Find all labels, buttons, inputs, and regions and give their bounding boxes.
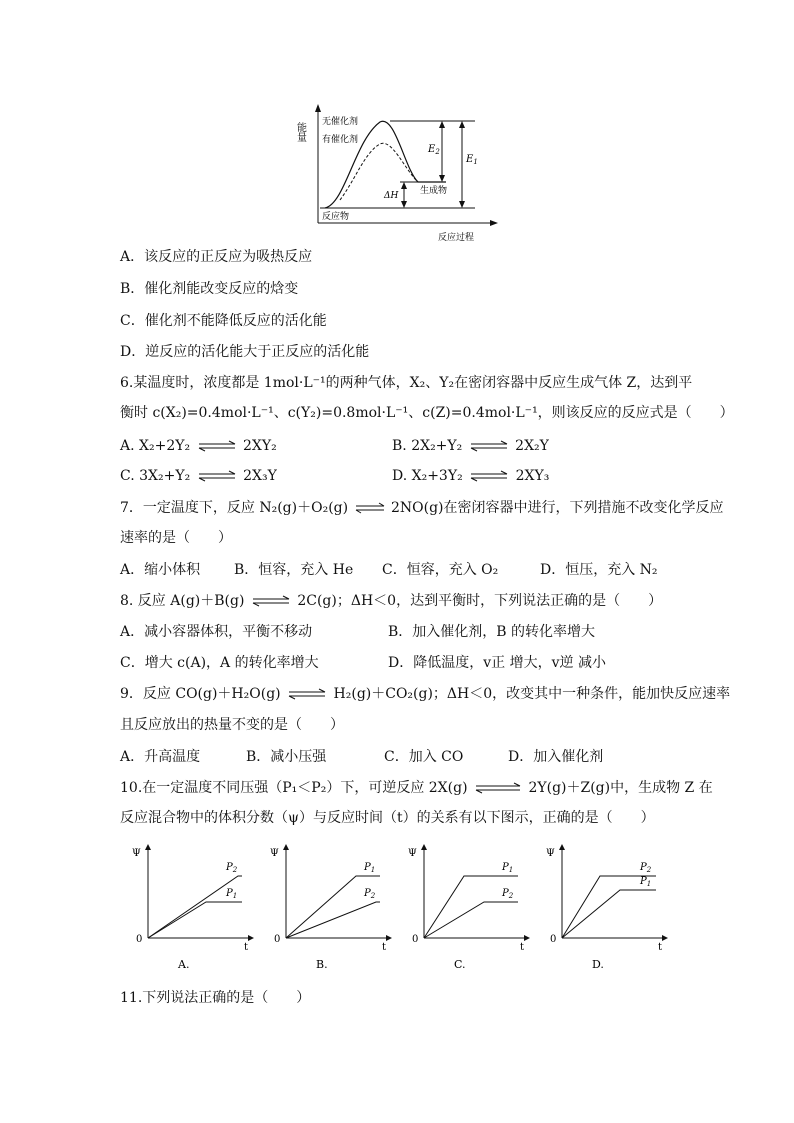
- q9-option-b: B．减小压强: [246, 749, 327, 765]
- graph-y-arrow: [145, 844, 151, 850]
- q11-stem: 11.下列说法正确的是（ ）: [120, 990, 311, 1006]
- graph-y-label: Ψ: [546, 848, 555, 859]
- q8-stem: 8. 反应 A(g)＋B(g) 2C(g)；ΔH＜0，达到平衡时，下列说法正确的是（ ）: [120, 593, 663, 609]
- q9-stem-line1: 9．反应 CO(g)＋H₂O(g) H₂(g)＋CO₂(g)；ΔH＜0，改变其中一种条件，能加快反应速率: [120, 686, 731, 702]
- reactants-label: 反应物: [322, 212, 350, 222]
- graph-origin-label: 0: [550, 934, 557, 945]
- q6-option-d: D. X₂+3Y₂ 2XY₃: [392, 468, 550, 484]
- graph-origin-label: 0: [136, 934, 143, 945]
- equilibrium-arrow-icon: [472, 782, 524, 794]
- q7-option-b: B．恒容，充入 He: [234, 562, 354, 578]
- q10-graph-d: [546, 844, 668, 971]
- graph-y-label: Ψ: [408, 848, 417, 859]
- graph-x-label: t: [382, 942, 387, 953]
- q6-option-c: C. 3X₂+Y₂ 2X₃Y: [120, 468, 277, 484]
- q5-option-b: B．催化剂能改变反应的焓变: [120, 281, 299, 297]
- q6-option-a: A. X₂+2Y₂ 2XY₂: [120, 438, 277, 454]
- graph-curve-slow: [562, 890, 656, 938]
- graph-x-arrow: [662, 935, 668, 941]
- graph-y-label: Ψ: [132, 848, 141, 859]
- y-axis-label: 能量: [294, 122, 306, 142]
- graph-curve-fast: [148, 902, 242, 938]
- graph-label-upper: $P_2$: [640, 862, 652, 874]
- q8-option-a: A．减小容器体积，平衡不移动: [120, 624, 313, 640]
- graph-caption: A.: [178, 958, 190, 971]
- graph-label-lower: $P_2$: [364, 888, 376, 900]
- graph-label-upper: $P_1$: [502, 862, 514, 874]
- q7-stem-line1: 7．一定温度下，反应 N₂(g)＋O₂(g) 2NO(g)在密闭容器中进行，下列措施不改变化学反应: [120, 500, 724, 516]
- graph-x-arrow: [524, 935, 530, 941]
- equilibrium-arrow-icon: [249, 595, 293, 607]
- equilibrium-arrow-icon: [467, 470, 511, 482]
- equilibrium-arrow-icon: [353, 502, 387, 514]
- x-axis-arrow: [490, 220, 498, 226]
- catalyzed-curve: [340, 143, 418, 200]
- graph-x-label: t: [520, 942, 525, 953]
- products-label: 生成物: [420, 186, 448, 196]
- q5-option-d: D．逆反应的活化能大于正反应的活化能: [120, 344, 370, 360]
- q6-stem-line1: 6.某温度时，浓度都是 1mol·L⁻¹的两种气体，X₂、Y₂在密闭容器中反应生成气体 Z，达到平: [120, 375, 693, 391]
- graph-x-arrow: [248, 935, 254, 941]
- graph-curve-fast: [286, 876, 380, 938]
- graph-origin-label: 0: [274, 934, 281, 945]
- q9-option-c: C．加入 CO: [384, 749, 464, 765]
- q10-stem-line1: 10.在一定温度不同压强（P₁＜P₂）下，可逆反应 2X(g) 2Y(g)＋Z(g)中，生成物 Z 在: [120, 780, 713, 796]
- energy-profile-figure: [294, 100, 500, 245]
- q6-option-b: B. 2X₂+Y₂ 2X₂Y: [392, 438, 549, 454]
- equilibrium-arrow-icon: [195, 440, 239, 452]
- graph-label-lower: $P_1$: [226, 888, 238, 900]
- q7-option-a: A．缩小体积: [120, 562, 201, 578]
- q7-option-c: C．恒容，充入 O₂: [382, 562, 499, 578]
- graph-label-upper: $P_1$: [364, 862, 376, 874]
- q10-graphs: [120, 840, 680, 980]
- graph-x-arrow: [386, 935, 392, 941]
- y-axis-arrow: [315, 104, 321, 112]
- q6-stem-line2: 衡时 c(X₂)=0.4mol·L⁻¹、c(Y₂)=0.8mol·L⁻¹、c(Z)=0.4mol·L⁻¹，则该反应的反应式是（ ）: [120, 405, 734, 421]
- q10-graph-a: [132, 844, 254, 971]
- graph-y-arrow: [283, 844, 289, 850]
- equilibrium-arrow-icon: [285, 688, 329, 700]
- graph-curve-slow: [286, 902, 380, 938]
- graph-curve-slow: [148, 876, 242, 938]
- graph-label-lower: $P_2$: [502, 888, 514, 900]
- x-axis-label: 反应过程: [438, 233, 475, 243]
- graph-caption: D.: [592, 958, 604, 971]
- graph-curve-slow: [424, 902, 518, 938]
- graph-origin-label: 0: [412, 934, 419, 945]
- q8-option-d: D．降低温度，v正 增大，v逆 减小: [388, 655, 606, 671]
- q9-stem-line2: 且反应放出的热量不变的是（ ）: [120, 717, 344, 733]
- q5-option-a: A．该反应的正反应为吸热反应: [120, 249, 313, 265]
- equilibrium-arrow-icon: [195, 470, 239, 482]
- e1-label: $E_1$: [466, 154, 478, 166]
- q9-option-d: D．加入催化剂: [508, 749, 604, 765]
- q7-stem-line2: 速率的是（ ）: [120, 530, 232, 546]
- uncatalyzed-label: 无催化剂: [322, 117, 359, 127]
- dh-label: ΔH: [384, 191, 399, 201]
- q9-option-a: A．升高温度: [120, 749, 201, 765]
- q10-graph-c: [408, 844, 530, 971]
- graph-label-upper: $P_2$: [226, 862, 238, 874]
- q7-option-d: D．恒压，充入 N₂: [540, 562, 658, 578]
- e2-label: $E_2$: [428, 144, 440, 156]
- q10-stem-line2: 反应混合物中的体积分数（ψ）与反应时间（t）的关系有以下图示，正确的是（ ）: [120, 810, 655, 826]
- graph-x-label: t: [658, 942, 663, 953]
- q8-option-b: B．加入催化剂，B 的转化率增大: [388, 624, 596, 640]
- graph-y-arrow: [421, 844, 427, 850]
- graph-x-label: t: [244, 942, 249, 953]
- graph-y-arrow: [559, 844, 565, 850]
- graph-curve-fast: [424, 876, 518, 938]
- q10-graph-b: [270, 844, 392, 971]
- equilibrium-arrow-icon: [467, 440, 511, 452]
- q8-option-c: C．增大 c(A)，A 的转化率增大: [120, 655, 319, 671]
- graph-label-lower: $P_1$: [640, 876, 652, 888]
- graph-caption: B.: [316, 958, 328, 971]
- graph-y-label: Ψ: [270, 848, 279, 859]
- q5-option-c: C．催化剂不能降低反应的活化能: [120, 313, 327, 329]
- graph-caption: C.: [454, 958, 466, 971]
- catalyzed-label: 有催化剂: [322, 135, 359, 145]
